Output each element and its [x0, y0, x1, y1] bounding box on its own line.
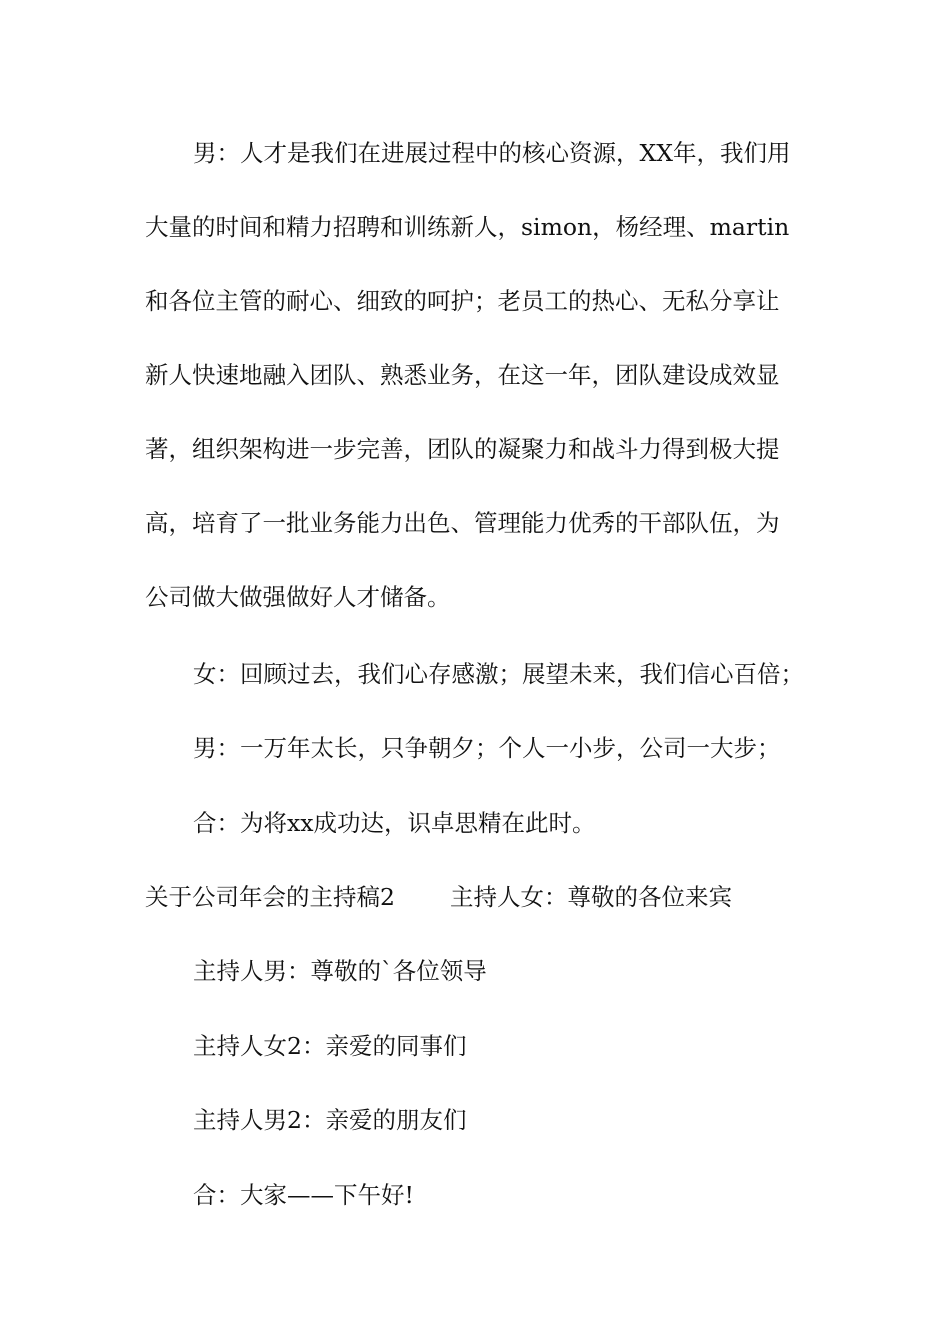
paragraph1-line-2: 大量的时间和精力招聘和训练新人，simon，杨经理、martin	[145, 213, 790, 241]
together-closing-line: 合：为将xx成功达，识卓思精在此时。	[193, 809, 596, 837]
section2-first-line: 主持人女：尊敬的各位来宾	[450, 883, 732, 911]
section2-line-2: 主持人女2：亲爱的同事们	[193, 1032, 467, 1060]
paragraph1-line-6: 高，培育了一批业务能力出色、管理能力优秀的干部队伍，为	[145, 509, 780, 537]
paragraph1-line-7: 公司做大做强做好人才储备。	[145, 583, 451, 611]
section2-line-4: 合：大家——下午好!	[193, 1181, 414, 1209]
paragraph1-line-1: 男：人才是我们在进展过程中的核心资源，XX年，我们用	[193, 139, 791, 167]
paragraph1-line-5: 著，组织架构进一步完善，团队的凝聚力和战斗力得到极大提	[145, 435, 780, 463]
female-review-line: 女：回顾过去，我们心存感激；展望未来，我们信心百倍；	[193, 660, 804, 688]
paragraph1-line-4: 新人快速地融入团队、熟悉业务，在这一年，团队建设成效显	[145, 361, 780, 389]
section2-line-1: 主持人男：尊敬的`各位领导	[193, 957, 487, 985]
male-forward-line: 男：一万年太长，只争朝夕；个人一小步，公司一大步；	[193, 734, 781, 762]
section2-line-3: 主持人男2：亲爱的朋友们	[193, 1106, 467, 1134]
section2-heading: 关于公司年会的主持稿2	[145, 883, 395, 911]
paragraph1-line-3: 和各位主管的耐心、细致的呵护；老员工的热心、无私分享让	[145, 287, 780, 315]
